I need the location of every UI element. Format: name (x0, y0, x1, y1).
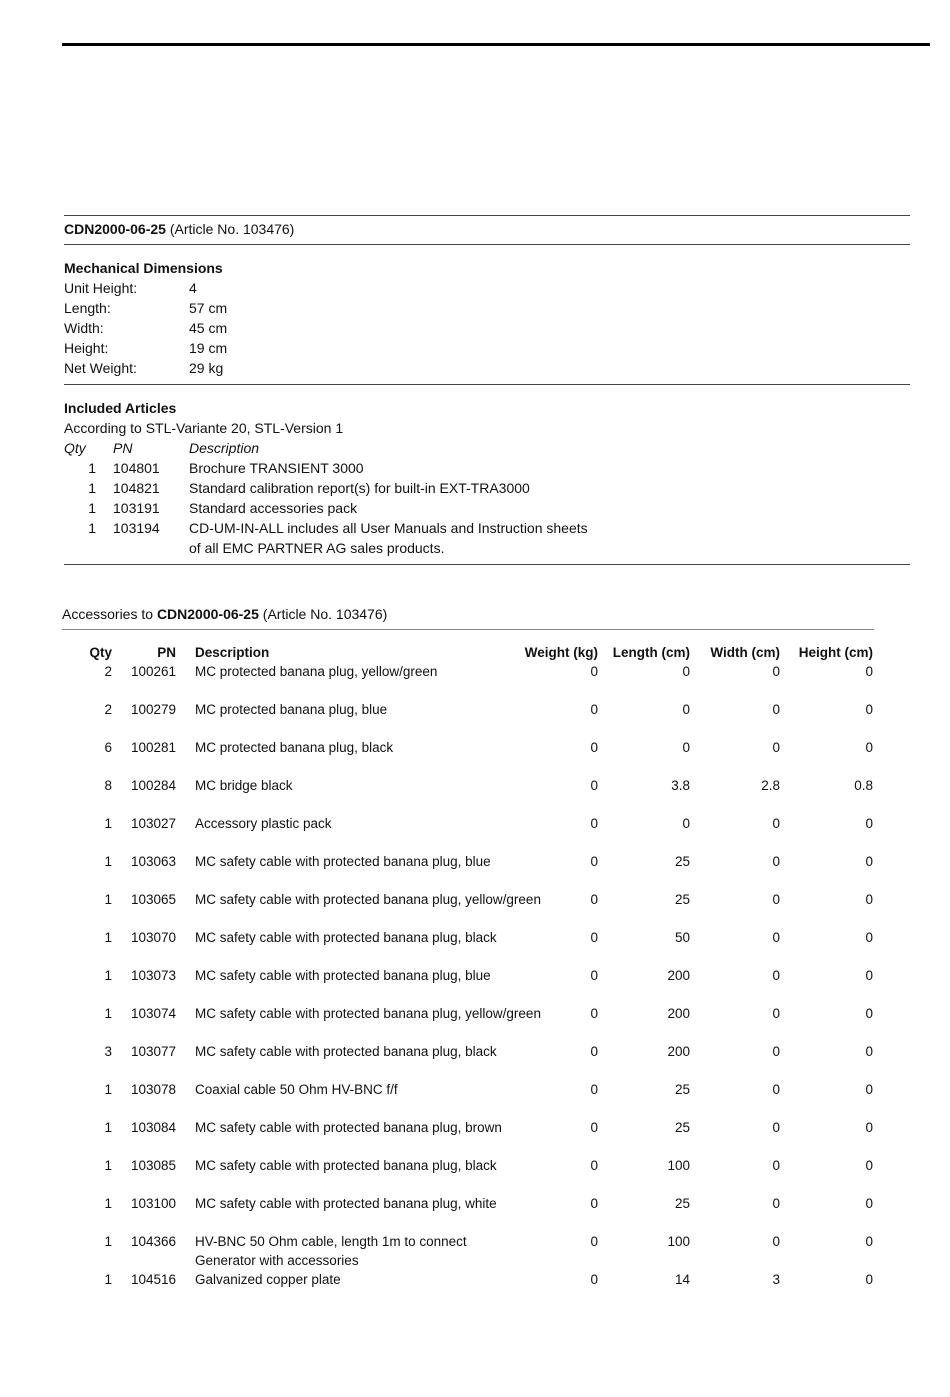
accessories-heading (62, 604, 387, 624)
cell-weight: 0 (590, 702, 598, 717)
dimension-value: 29 kg (189, 360, 224, 376)
cell-weight: 0 (590, 664, 598, 679)
cell-description: MC protected banana plug, black (195, 740, 394, 755)
cell-qty: 1 (104, 1234, 112, 1249)
product-article: (Article No. 103476) (169, 221, 295, 237)
cell-width: 0 (772, 968, 780, 983)
mechanical-heading: Mechanical Dimensions (64, 260, 223, 276)
cell-qty: 2 (104, 702, 112, 717)
cell-height: 0 (865, 740, 873, 755)
divider (64, 564, 910, 565)
cell-height: 0 (865, 1006, 873, 1021)
cell-length: 200 (667, 1006, 690, 1021)
cell-description: MC safety cable with protected banana plug, yellow/green (195, 892, 541, 907)
cell-weight: 0 (590, 892, 598, 907)
cell-weight: 0 (590, 740, 598, 755)
dimension-label: Length: (64, 300, 111, 316)
cell-weight: 0 (590, 1158, 598, 1173)
item-qty: 1 (88, 480, 96, 496)
cell-pn: 104516 (130, 1272, 176, 1287)
cell-width: 0 (772, 930, 780, 945)
item-description: Brochure TRANSIENT 3000 (189, 460, 364, 476)
cell-qty: 1 (104, 816, 112, 831)
dimension-value: 19 cm (189, 340, 228, 356)
cell-description: MC safety cable with protected banana plug, black (195, 1044, 497, 1059)
top-rule (62, 43, 930, 46)
cell-height: 0 (865, 664, 873, 679)
col-description: Description (195, 645, 270, 660)
cell-qty: 1 (104, 1158, 112, 1173)
dimension-label: Height: (64, 340, 109, 356)
cell-height: 0 (865, 1272, 873, 1287)
cell-description: HV-BNC 50 Ohm cable, length 1m to connect (195, 1234, 467, 1249)
cell-length: 50 (674, 930, 690, 945)
product-title (64, 219, 294, 239)
cell-weight: 0 (590, 1120, 598, 1135)
col-height: Height (cm) (798, 645, 873, 660)
cell-height: 0 (865, 892, 873, 907)
cell-description: MC bridge black (195, 778, 293, 793)
cell-height: 0 (865, 1082, 873, 1097)
cell-weight: 0 (590, 1196, 598, 1211)
cell-width: 0 (772, 1044, 780, 1059)
cell-description: MC safety cable with protected banana plug, blue (195, 854, 491, 869)
cell-description: MC protected banana plug, blue (195, 702, 388, 717)
cell-width: 3 (772, 1272, 780, 1287)
cell-qty: 1 (104, 1196, 112, 1211)
cell-height: 0.8 (854, 778, 873, 793)
item-description-cont: of all EMC PARTNER AG sales products. (189, 540, 445, 556)
cell-height: 0 (865, 1120, 873, 1135)
col-length: Length (cm) (612, 645, 690, 660)
cell-qty: 8 (104, 778, 112, 793)
cell-description: Galvanized copper plate (195, 1272, 341, 1287)
cell-height: 0 (865, 1158, 873, 1173)
item-qty: 1 (88, 500, 96, 516)
dimension-value: 45 cm (189, 320, 228, 336)
cell-qty: 2 (104, 664, 112, 679)
included-heading: Included Articles (64, 400, 177, 416)
cell-description: MC safety cable with protected banana plug, white (195, 1196, 497, 1211)
product-name: CDN2000-06-25 (64, 221, 166, 237)
cell-height: 0 (865, 816, 873, 831)
cell-qty: 1 (104, 1272, 112, 1287)
divider (62, 629, 874, 630)
cell-length: 25 (674, 892, 690, 907)
item-description: Standard accessories pack (189, 500, 358, 516)
item-pn: 103191 (113, 500, 160, 516)
cell-width: 0 (772, 854, 780, 869)
cell-pn: 100279 (130, 702, 176, 717)
cell-qty: 1 (104, 968, 112, 983)
cell-length: 200 (667, 968, 690, 983)
cell-height: 0 (865, 702, 873, 717)
item-qty: 1 (88, 520, 96, 536)
cell-pn: 100281 (130, 740, 176, 755)
cell-pn: 103078 (130, 1082, 176, 1097)
cell-description: MC safety cable with protected banana plug, blue (195, 968, 491, 983)
cell-width: 0 (772, 1234, 780, 1249)
cell-length: 25 (674, 1196, 690, 1211)
dimension-label: Net Weight: (64, 360, 137, 376)
cell-width: 0 (772, 1196, 780, 1211)
accessories-product: CDN2000-06-25 (156, 606, 259, 622)
cell-pn: 103070 (130, 930, 176, 945)
cell-description: MC safety cable with protected banana plug, black (195, 930, 497, 945)
cell-length: 0 (682, 816, 690, 831)
cell-description: Coaxial cable 50 Ohm HV-BNC f/f (195, 1082, 398, 1097)
included-subheading: According to STL-Variante 20, STL-Version 1 (64, 420, 344, 436)
cell-qty: 6 (104, 740, 112, 755)
col-width: Width (cm) (710, 645, 780, 660)
cell-qty: 1 (104, 854, 112, 869)
cell-pn: 103065 (130, 892, 176, 907)
item-description: Standard calibration report(s) for built-in EXT-TRA3000 (189, 480, 530, 496)
divider (64, 384, 910, 385)
dimension-label: Unit Height: (64, 280, 138, 296)
cell-width: 0 (772, 1082, 780, 1097)
cell-length: 25 (674, 1082, 690, 1097)
cell-description: MC safety cable with protected banana plug, yellow/green (195, 1006, 541, 1021)
cell-length: 25 (674, 1120, 690, 1135)
cell-width: 0 (772, 816, 780, 831)
cell-weight: 0 (590, 1234, 598, 1249)
cell-weight: 0 (590, 854, 598, 869)
cell-weight: 0 (590, 1006, 598, 1021)
cell-weight: 0 (590, 968, 598, 983)
cell-qty: 1 (104, 930, 112, 945)
cell-width: 0 (772, 740, 780, 755)
cell-pn: 103073 (130, 968, 176, 983)
cell-height: 0 (865, 854, 873, 869)
cell-length: 100 (667, 1158, 690, 1173)
accessories-heading-prefix: Accessories to (62, 606, 154, 622)
cell-qty: 3 (104, 1044, 112, 1059)
cell-description: MC safety cable with protected banana plug, brown (195, 1120, 502, 1135)
dimension-label: Width: (64, 320, 104, 336)
cell-pn: 103077 (130, 1044, 176, 1059)
cell-width: 0 (772, 1120, 780, 1135)
item-pn: 104801 (113, 460, 160, 476)
col-qty: Qty (89, 645, 112, 660)
cell-weight: 0 (590, 1082, 598, 1097)
cell-pn: 100284 (130, 778, 176, 793)
cell-height: 0 (865, 930, 873, 945)
cell-pn: 103085 (130, 1158, 176, 1173)
cell-height: 0 (865, 1234, 873, 1249)
cell-length: 0 (682, 702, 690, 717)
col-qty: Qty (64, 440, 86, 456)
item-description: CD-UM-IN-ALL includes all User Manuals and Instruction sheets (189, 520, 588, 536)
cell-pn: 100261 (130, 664, 176, 679)
dimension-value: 57 cm (189, 300, 228, 316)
item-pn: 103194 (113, 520, 160, 536)
cell-weight: 0 (590, 816, 598, 831)
cell-width: 0 (772, 1158, 780, 1173)
cell-height: 0 (865, 1196, 873, 1211)
cell-length: 3.8 (671, 778, 690, 793)
cell-length: 0 (682, 740, 690, 755)
cell-height: 0 (865, 968, 873, 983)
cell-width: 0 (772, 1006, 780, 1021)
cell-description-cont: Generator with accessories (195, 1253, 359, 1268)
cell-pn: 103027 (130, 816, 176, 831)
cell-description: MC protected banana plug, yellow/green (195, 664, 438, 679)
cell-weight: 0 (590, 778, 598, 793)
cell-weight: 0 (590, 930, 598, 945)
cell-qty: 1 (104, 1006, 112, 1021)
cell-pn: 104366 (130, 1234, 176, 1249)
cell-length: 100 (667, 1234, 690, 1249)
dimension-value: 4 (189, 280, 197, 296)
col-pn: PN (113, 440, 133, 456)
cell-length: 200 (667, 1044, 690, 1059)
cell-weight: 0 (590, 1272, 598, 1287)
cell-description: Accessory plastic pack (195, 816, 332, 831)
col-description: Description (189, 440, 260, 456)
item-qty: 1 (88, 460, 96, 476)
col-pn: PN (157, 645, 176, 660)
cell-length: 14 (674, 1272, 690, 1287)
cell-height: 0 (865, 1044, 873, 1059)
cell-width: 0 (772, 664, 780, 679)
accessories-article: (Article No. 103476) (262, 606, 388, 622)
divider (64, 244, 910, 245)
cell-length: 0 (682, 664, 690, 679)
divider (64, 215, 910, 216)
cell-description: MC safety cable with protected banana plug, black (195, 1158, 497, 1173)
cell-weight: 0 (590, 1044, 598, 1059)
cell-pn: 103063 (130, 854, 176, 869)
item-pn: 104821 (113, 480, 160, 496)
col-weight: Weight (kg) (524, 645, 598, 660)
cell-width: 0 (772, 702, 780, 717)
cell-length: 25 (674, 854, 690, 869)
cell-width: 0 (772, 892, 780, 907)
cell-pn: 103100 (130, 1196, 176, 1211)
cell-pn: 103074 (130, 1006, 176, 1021)
cell-qty: 1 (104, 1082, 112, 1097)
cell-qty: 1 (104, 1120, 112, 1135)
cell-pn: 103084 (130, 1120, 176, 1135)
cell-qty: 1 (104, 892, 112, 907)
cell-width: 2.8 (761, 778, 780, 793)
